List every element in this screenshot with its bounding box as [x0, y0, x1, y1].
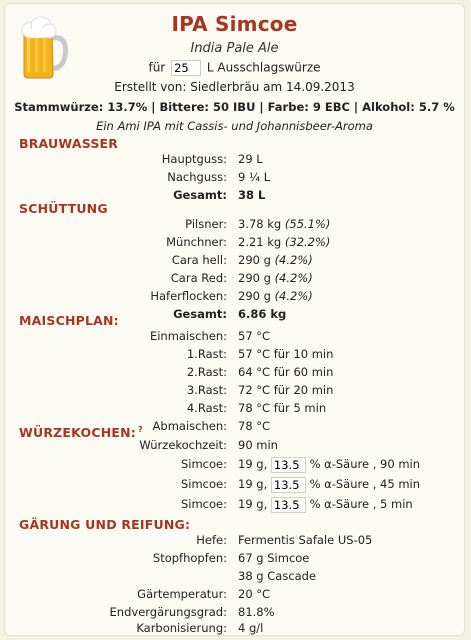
section-schuettung-heading: SCHÜTTUNG	[19, 201, 108, 216]
row-label: Simcoe:	[180, 497, 227, 511]
row-label: Münchner:	[166, 235, 227, 249]
malt-amount: 290 g	[238, 253, 271, 267]
row-value: 6.86 kg	[238, 307, 287, 321]
recipe-title: IPA Simcoe	[171, 12, 298, 36]
help-link[interactable]: ?	[137, 425, 143, 434]
row-value: 4 g/l	[238, 621, 264, 635]
row-value	[238, 287, 313, 305]
recipe-card	[4, 3, 465, 636]
row-value: 38 g Cascade	[238, 569, 317, 583]
batch-size-input[interactable]	[171, 60, 201, 76]
row-value: 29 L	[238, 152, 263, 166]
row-value: 20 °C	[238, 587, 271, 601]
mash-row	[5, 363, 464, 381]
row-label: 1.Rast:	[186, 347, 227, 361]
row-label: Gesamt:	[173, 188, 227, 202]
row-value	[238, 233, 330, 251]
row-value: 78 °C für 5 min	[238, 401, 327, 415]
alpha-acid-input[interactable]	[271, 497, 306, 513]
row-label: Hauptguss:	[161, 152, 227, 166]
malt-row	[5, 287, 464, 305]
row-value: 9 ¼ L	[238, 170, 271, 184]
hop-row	[5, 455, 464, 473]
row-value	[238, 215, 330, 233]
recipe-description: Ein Ami IPA mit Cassis- und Johannisbeer-Aroma	[96, 119, 373, 133]
row-label: Simcoe:	[180, 477, 227, 491]
mash-row	[5, 399, 464, 417]
row-value: 90 min	[238, 438, 278, 452]
row-value: 67 g Simcoe	[238, 551, 310, 565]
row-value	[238, 269, 313, 287]
row-label: Abmaischen:	[152, 419, 227, 433]
row-value: 72 °C für 20 min	[238, 383, 334, 397]
hop-amount: 19 g,	[238, 477, 268, 491]
malt-amount: 3.78 kg	[238, 217, 282, 231]
hop-amount: 19 g,	[238, 457, 268, 471]
mash-row	[5, 327, 464, 345]
row-value	[238, 495, 413, 513]
hop-amount: 19 g,	[238, 497, 268, 511]
row-label: 4.Rast:	[186, 401, 227, 415]
malt-row	[5, 215, 464, 233]
row-value	[238, 455, 420, 473]
row-value: 78 °C	[238, 419, 271, 433]
malt-row	[5, 269, 464, 287]
row-label: Pilsner:	[185, 217, 227, 231]
fermentation-row	[5, 531, 464, 549]
fermentation-row	[5, 585, 464, 603]
row-label: Stopfhopfen:	[152, 551, 227, 565]
boil-time-row	[5, 436, 464, 454]
row-value	[238, 475, 420, 493]
recipe-author: Erstellt von: Siedlerbräu am 14.09.2013	[114, 80, 355, 94]
mash-row	[5, 381, 464, 399]
row-value: 57 °C für 10 min	[238, 347, 334, 361]
batch-prefix: für	[148, 60, 166, 75]
row-label: Würzekochzeit:	[139, 438, 227, 452]
hop-row	[5, 475, 464, 493]
recipe-stats: Stammwürze: 13.7% | Bittere: 50 IBU | Farbe: 9 EBC | Alkohol: 5.7 %	[14, 100, 455, 114]
malt-amount: 290 g	[238, 289, 271, 303]
fermentation-row	[5, 549, 464, 567]
malt-percent: (4.2%)	[274, 271, 313, 285]
mash-row	[5, 345, 464, 363]
hop-row	[5, 495, 464, 513]
fermentation-row	[5, 619, 464, 637]
section-brauwasser-heading: BRAUWASSER	[19, 136, 119, 151]
row-label: Einmaischen:	[149, 329, 227, 343]
hop-details: % α-Säure , 5 min	[309, 497, 413, 511]
row-label: Karbonisierung:	[136, 621, 227, 635]
row-label: Nachguss:	[167, 170, 227, 184]
malt-row	[5, 233, 464, 251]
fermentation-row	[5, 567, 464, 585]
row-label: Cara hell:	[171, 253, 227, 267]
batch-suffix: L Ausschlagswürze	[206, 60, 321, 75]
water-row	[5, 168, 464, 186]
hop-details: % α-Säure , 45 min	[309, 477, 421, 491]
section-title: WÜRZEKOCHEN:	[19, 425, 136, 441]
row-label: Hefe:	[196, 533, 227, 547]
malt-percent: (4.2%)	[274, 289, 313, 303]
malt-amount: 2.21 kg	[238, 235, 282, 249]
batch-size	[5, 60, 464, 76]
malt-percent: (32.2%)	[284, 235, 331, 249]
malt-percent: (4.2%)	[274, 253, 313, 267]
row-value: 81.8%	[238, 605, 275, 619]
row-value: 57 °C	[238, 329, 271, 343]
row-label: Haferflocken:	[150, 289, 227, 303]
section-gaerung-heading: GÄRUNG UND REIFUNG:	[19, 517, 191, 532]
row-label: Gärtemperatur:	[137, 587, 227, 601]
hop-details: % α-Säure , 90 min	[309, 457, 421, 471]
row-label: Gesamt:	[173, 307, 227, 321]
row-value: 64 °C für 60 min	[238, 365, 334, 379]
alpha-acid-input[interactable]	[271, 477, 306, 493]
malt-row	[5, 251, 464, 269]
section-maischplan-heading: MAISCHPLAN:	[19, 313, 119, 328]
row-value: Fermentis Safale US-05	[238, 533, 373, 547]
malt-percent: (55.1%)	[284, 217, 331, 231]
row-label: 3.Rast:	[186, 383, 227, 397]
alpha-acid-input[interactable]	[271, 457, 306, 473]
row-value	[238, 251, 313, 269]
row-label: Simcoe:	[180, 457, 227, 471]
row-label: Endvergärungsgrad:	[109, 605, 227, 619]
row-label: 2.Rast:	[186, 365, 227, 379]
recipe-style: India Pale Ale	[190, 41, 279, 56]
malt-amount: 290 g	[238, 271, 271, 285]
row-label: Cara Red:	[170, 271, 227, 285]
water-row	[5, 150, 464, 168]
row-value: 38 L	[238, 188, 266, 202]
